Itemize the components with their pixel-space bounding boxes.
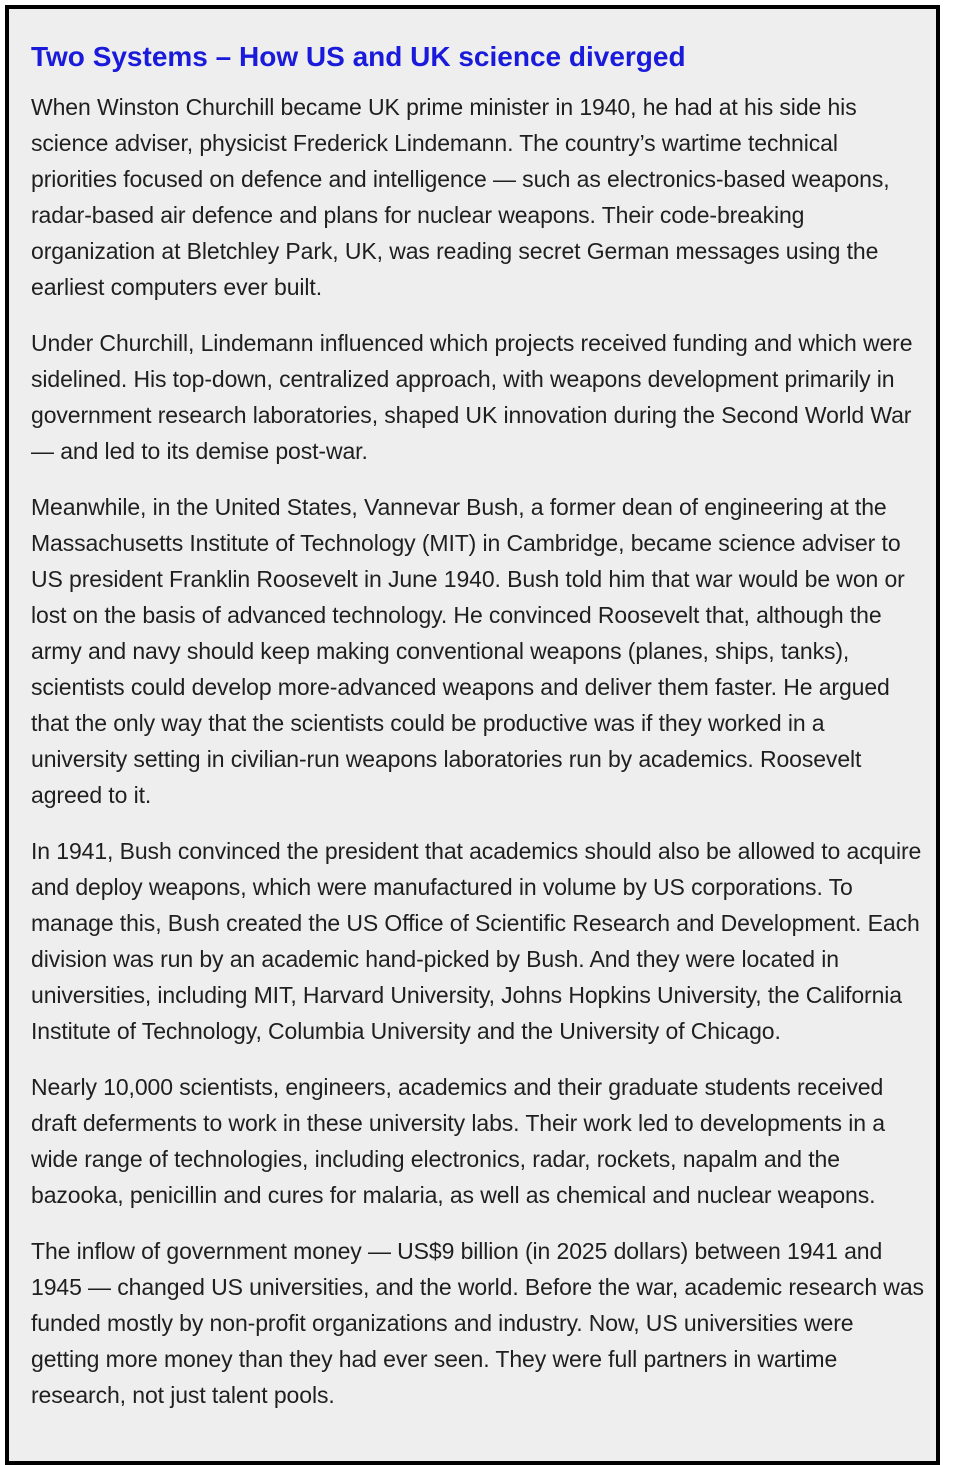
- article-paragraph-5: Nearly 10,000 scientists, engineers, academics and their graduate students received draft deferments to work in these university labs. Their work led to developments in a wide range of technologies, including electronics, radar, rockets, napalm and the bazooka, penicillin and cures for malaria, as well as chemical and nuclear weapons.: [31, 1074, 885, 1208]
- article-title: Two Systems – How US and UK science diverged: [31, 41, 686, 72]
- article-panel: [5, 5, 940, 1465]
- article-paragraph-6: The inflow of government money — US$9 billion (in 2025 dollars) between 1941 and 1945 — changed US universities, and the world. Before the war, academic research was funded mostly by non-profit organizations and industry. Now, US universities were getting more money than they had ever seen. They were full partners in wartime research, not just talent pools.: [31, 1238, 924, 1408]
- article-paragraph-4: In 1941, Bush convinced the president that academics should also be allowed to acquire and deploy weapons, which were manufactured in volume by US corporations. To manage this, Bush created the US Office of Scientific Research and Development. Each division was run by an academic hand-picked by Bush. And they were located in universities, including MIT, Harvard University, Johns Hopkins University, the California Institute of Technology, Columbia University and the University of Chicago.: [31, 838, 922, 1044]
- article-paragraph-3: Meanwhile, in the United States, Vannevar Bush, a former dean of engineering at the Massachusetts Institute of Technology (MIT) in Cambridge, became science adviser to US president Franklin Roosevelt in June 1940. Bush told him that war would be won or lost on the basis of advanced technology. He convinced Roosevelt that, although the army and navy should keep making conventional weapons (planes, ships, tanks), scientists could develop more-advanced weapons and deliver them faster. He argued that the only way that the scientists could be productive was if they worked in a university setting in civilian-run weapons laboratories run by academics. Roosevelt agreed to it.: [31, 494, 905, 808]
- article-paragraph-2: Under Churchill, Lindemann influenced which projects received funding and which were sidelined. His top-down, centralized approach, with weapons development primarily in government research laboratories, shaped UK innovation during the Second World War — and led to its demise post-war.: [31, 330, 913, 464]
- article-paragraph-1: When Winston Churchill became UK prime minister in 1940, he had at his side his science adviser, physicist Frederick Lindemann. The country’s wartime technical priorities focused on defence and intelligence — such as electronics-based weapons, radar-based air defence and plans for nuclear weapons. Their code-breaking organization at Bletchley Park, UK, was reading secret German messages using the earliest computers ever built.: [31, 94, 890, 300]
